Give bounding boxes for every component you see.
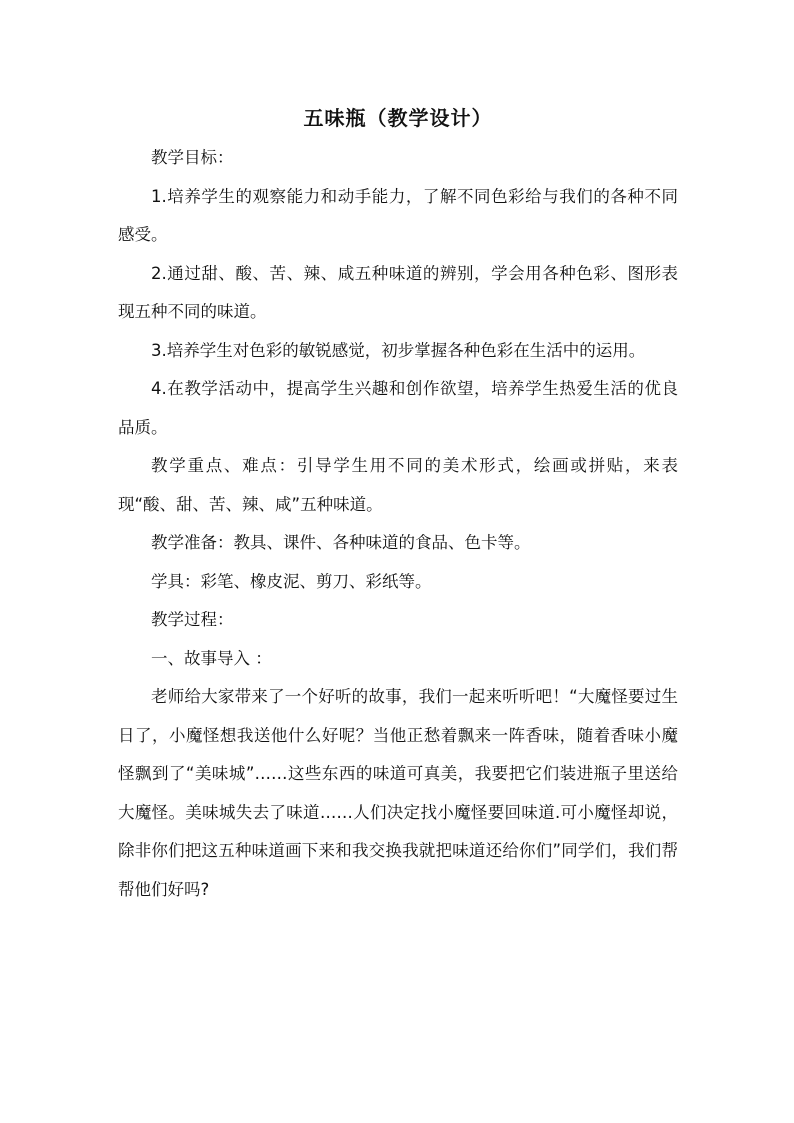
student-tools-paragraph: 学具：彩笔、橡皮泥、剪刀、彩纸等。	[151, 571, 432, 591]
section-heading-objectives: 教学目标：	[151, 148, 234, 167]
objective-3: 3.培养学生对色彩的敏锐感觉，初步掌握各种色彩在生活中的运用。	[151, 340, 646, 360]
teaching-preparation-paragraph: 教学准备：教具、课件、各种味道的食品、色卡等。	[151, 533, 531, 552]
story-paragraph: 老师给大家带来了一个好听的故事，我们一起来听听吧！“大魔怪要过生日了，小魔怪想我送他什么好呢？当他正愁着飘来一阵香味，随着香味小魔怪飘到了“美味城”……这些东西的味道可真美，我要把它们装进瓶子里送给大魔怪。美味城失去了味道……人们决定找小魔怪要回味道.可小魔怪却说，除非你们把这五种味道画下来和我交换我就把味道还给你们”同学们，我们帮帮他们好吗?	[118, 687, 678, 899]
key-points-paragraph: 教学重点、难点：引导学生用不同的美术形式，绘画或拼贴，来表现“酸、甜、苦、辣、咸”五种味道。	[118, 456, 678, 514]
section-heading-process: 教学过程：	[151, 610, 234, 629]
step-1-heading: 一、故事导入 ：	[151, 648, 272, 668]
objective-1: 1.培养学生的观察能力和动手能力，了解不同色彩给与我们的各种不同感受。	[118, 186, 678, 244]
objective-4: 4.在教学活动中，提高学生兴趣和创作欲望，培养学生热爱生活的优良品质。	[118, 379, 678, 437]
document-title: 五味瓶（教学设计）	[303, 106, 493, 130]
objective-2: 2.通过甜、酸、苦、辣、咸五种味道的辨别，学会用各种色彩、图形表现五种不同的味道。	[118, 263, 678, 321]
